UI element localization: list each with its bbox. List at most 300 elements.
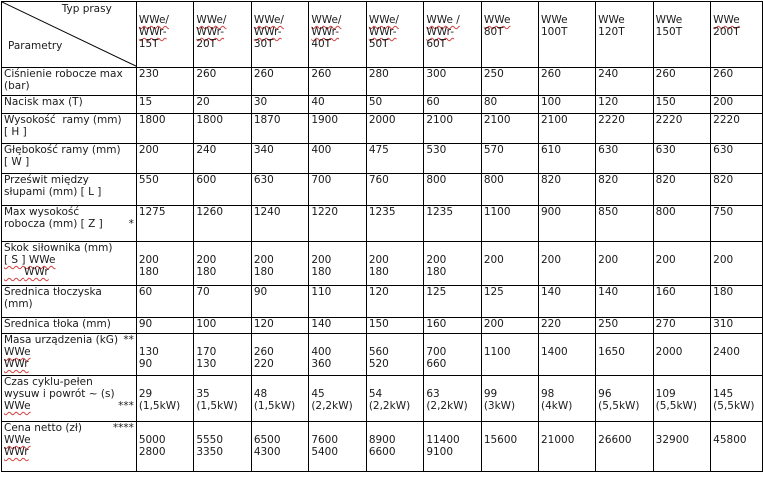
value-cell	[596, 242, 654, 286]
row-label-line: Prześwit między	[4, 174, 89, 186]
value-cell	[481, 242, 538, 286]
row-label-cell	[2, 242, 137, 286]
value-line: 150	[368, 318, 389, 330]
value-cell	[136, 68, 194, 96]
value-line: 630	[713, 144, 734, 156]
value-cell	[538, 318, 595, 334]
value-line: 760	[368, 174, 389, 186]
value-line: (2,2kW)	[426, 400, 468, 412]
value-line: 15600	[483, 434, 518, 446]
value-line: 570	[483, 144, 504, 156]
value-cell	[711, 174, 763, 206]
value-line: 145	[713, 388, 734, 400]
row-label-line: [ W ]	[4, 156, 30, 168]
value-cell	[596, 144, 654, 174]
value-cell	[653, 114, 711, 144]
value-cell	[366, 286, 424, 318]
value-line: 35	[196, 388, 210, 400]
value-cell	[653, 206, 711, 242]
value-line: 8900	[368, 434, 396, 446]
value-line: 32900	[655, 434, 690, 446]
value-cell	[481, 318, 538, 334]
value-line: 2220	[655, 114, 683, 126]
value-line: 100	[540, 96, 562, 108]
value-line: (5,5kW)	[713, 400, 755, 412]
value-cell	[309, 286, 367, 318]
value-line: 550	[138, 174, 159, 186]
value-cell	[251, 318, 309, 334]
row-label-line: Średnica tłoka (mm)	[4, 318, 111, 330]
value-line: 109	[655, 388, 676, 400]
value-line: (3kW)	[483, 400, 516, 412]
value-line: 2100	[540, 114, 568, 126]
value-line: 170	[196, 346, 217, 358]
value-line: 200	[196, 254, 217, 266]
value-line: 1800	[138, 114, 166, 126]
value-line: 200	[713, 96, 734, 108]
value-cell	[366, 318, 424, 334]
value-cell	[309, 376, 367, 422]
row-przeswit	[2, 174, 763, 206]
value-line: 200	[253, 254, 274, 266]
value-cell	[366, 206, 424, 242]
row-label-line: WWr	[4, 446, 29, 458]
model-header-50t: WWe/ WWr- 50T	[366, 2, 424, 68]
value-cell	[251, 376, 309, 422]
value-cell	[309, 422, 367, 472]
value-line: 130	[138, 346, 159, 358]
value-cell	[653, 96, 711, 114]
value-cell	[251, 334, 309, 376]
value-line: 200	[598, 254, 619, 266]
value-line: 820	[655, 174, 676, 186]
value-line: 250	[598, 318, 619, 330]
value-line: 2800	[138, 446, 166, 458]
value-cell	[538, 334, 595, 376]
value-cell	[596, 206, 654, 242]
value-line: 310	[713, 318, 734, 330]
model-header-80t: WWe 80T	[481, 2, 538, 68]
value-cell	[309, 242, 367, 286]
value-line: 1240	[253, 206, 281, 218]
value-cell	[481, 144, 538, 174]
value-cell	[481, 286, 538, 318]
value-line: 130	[196, 358, 217, 370]
value-cell	[366, 242, 424, 286]
row-label-cell	[2, 206, 137, 242]
row-label-cell	[2, 334, 137, 376]
value-line: 1100	[483, 206, 511, 218]
value-cell	[538, 68, 595, 96]
value-line: 110	[311, 286, 332, 298]
row-srednica-tloczyska	[2, 286, 763, 318]
value-line: 610	[540, 144, 562, 156]
value-line: 180	[426, 266, 447, 278]
value-cell	[136, 242, 194, 286]
value-cell	[481, 96, 538, 114]
row-czas-cyklu	[2, 376, 763, 422]
value-line: (5,5kW)	[655, 400, 698, 412]
header-row	[2, 2, 763, 68]
row-label-line: Czas cyklu-pełen	[4, 376, 93, 388]
value-cell	[424, 68, 482, 96]
value-line: 125	[483, 286, 504, 298]
value-cell	[538, 242, 595, 286]
specification-table	[1, 1, 763, 472]
value-line: 200	[138, 144, 159, 156]
value-line: 150	[655, 96, 676, 108]
value-line: 850	[598, 206, 619, 218]
value-cell	[481, 114, 538, 144]
row-label-line: Cena netto (zł)	[4, 422, 83, 434]
value-line: 820	[713, 174, 734, 186]
corner-header-cell	[2, 2, 137, 68]
value-line: 1235	[368, 206, 396, 218]
value-cell	[136, 144, 194, 174]
footnote-marker: ***	[118, 400, 134, 412]
footnote-marker: **	[123, 334, 134, 346]
value-line: 700	[311, 174, 332, 186]
footnote-marker: *	[128, 218, 134, 230]
row-label-line: [ S ] WWe	[4, 254, 56, 266]
model-header-200t: WWe 200T	[711, 2, 763, 68]
value-cell	[366, 376, 424, 422]
value-line: 900	[540, 206, 562, 218]
value-cell	[538, 206, 595, 242]
value-line: 800	[426, 174, 447, 186]
value-line: 63	[426, 388, 440, 400]
value-line: 600	[196, 174, 217, 186]
value-line: 360	[311, 358, 332, 370]
value-line: 80	[483, 96, 498, 108]
value-cell	[251, 286, 309, 318]
value-line: 30	[253, 96, 268, 108]
value-cell	[136, 96, 194, 114]
value-line: 475	[368, 144, 389, 156]
value-line: 200	[311, 254, 332, 266]
row-label-line: [ H ]	[4, 126, 27, 138]
value-line: 5550	[196, 434, 224, 446]
value-cell	[711, 206, 763, 242]
row-cena	[2, 422, 763, 472]
value-line: (2,2kW)	[368, 400, 411, 412]
model-header-100t: WWe 100T	[538, 2, 595, 68]
model-header-30t: WWe/ WWr- 30T	[251, 2, 309, 68]
row-label-line: Nacisk max (T)	[4, 96, 83, 108]
value-line: 820	[598, 174, 619, 186]
value-line: 180	[713, 286, 734, 298]
value-line: 90	[138, 318, 153, 330]
value-line: 2000	[368, 114, 396, 126]
value-cell	[653, 376, 711, 422]
value-cell	[538, 114, 595, 144]
value-cell	[481, 174, 538, 206]
value-line: 5400	[311, 446, 339, 458]
value-line: 100	[196, 318, 217, 330]
value-cell	[538, 286, 595, 318]
value-cell	[309, 96, 367, 114]
value-cell	[136, 318, 194, 334]
value-cell	[481, 376, 538, 422]
value-line: 2220	[713, 114, 740, 126]
value-cell	[309, 114, 367, 144]
model-header-20t: WWe/ WWr- 20T	[194, 2, 252, 68]
value-cell	[596, 318, 654, 334]
value-line: 250	[483, 68, 504, 80]
value-cell	[653, 334, 711, 376]
value-line: 530	[426, 144, 447, 156]
row-label-line: Ciśnienie robocze max	[4, 68, 123, 80]
row-masa	[2, 334, 763, 376]
value-cell	[711, 114, 763, 144]
value-line: 45	[311, 388, 325, 400]
value-line: 260	[540, 68, 562, 80]
value-cell	[481, 334, 538, 376]
value-cell	[136, 174, 194, 206]
value-line: 200	[713, 254, 734, 266]
value-line: 20	[196, 96, 210, 108]
row-label-line: Max wysokość	[4, 206, 80, 218]
model-header-40t: WWe/ WWr- 40T	[309, 2, 367, 68]
value-cell	[424, 286, 482, 318]
value-cell	[711, 242, 763, 286]
value-line: 7600	[311, 434, 339, 446]
value-cell	[194, 114, 252, 144]
value-cell	[596, 96, 654, 114]
value-line: 1650	[598, 346, 625, 358]
value-cell	[309, 144, 367, 174]
value-cell	[711, 376, 763, 422]
value-cell	[366, 114, 424, 144]
value-line: 5000	[138, 434, 166, 446]
row-label-line: Skok siłownika (mm)	[4, 242, 113, 254]
value-line: 21000	[540, 434, 575, 446]
value-cell	[653, 68, 711, 96]
value-cell	[251, 96, 309, 114]
row-wysokosc-ramy	[2, 114, 763, 144]
value-line: (2,2kW)	[311, 400, 353, 412]
value-line: (5,5kW)	[598, 400, 640, 412]
value-line: 2400	[713, 346, 740, 358]
value-line: 125	[426, 286, 447, 298]
value-line: 200	[540, 254, 562, 266]
value-line: (1,5kW)	[196, 400, 238, 412]
value-cell	[596, 174, 654, 206]
value-cell	[309, 334, 367, 376]
value-line: 45800	[713, 434, 747, 446]
row-max-wysokosc	[2, 206, 763, 242]
value-line: 270	[655, 318, 676, 330]
value-cell	[194, 318, 252, 334]
value-cell	[481, 68, 538, 96]
value-cell	[136, 206, 194, 242]
model-header-60t: WWe / WWr- 60T	[424, 2, 482, 68]
model-header-150t: WWe 150T	[653, 2, 711, 68]
value-cell	[424, 114, 482, 144]
value-line: 260	[655, 68, 676, 80]
value-line: 180	[368, 266, 389, 278]
value-cell	[194, 206, 252, 242]
value-line: 400	[311, 144, 332, 156]
value-cell	[251, 174, 309, 206]
value-line: 70	[196, 286, 210, 298]
row-label-line: wysuw i powrót ~ (s)	[4, 388, 115, 400]
row-label-cell	[2, 286, 137, 318]
value-line: 260	[196, 68, 217, 80]
value-line: 60	[138, 286, 153, 298]
value-line: 800	[483, 174, 504, 186]
value-line: 26600	[598, 434, 632, 446]
row-label-cell	[2, 376, 137, 422]
value-cell	[424, 334, 482, 376]
value-line: 240	[196, 144, 217, 156]
footnote-marker: ****	[112, 422, 134, 434]
value-cell	[538, 376, 595, 422]
value-line: 15	[138, 96, 153, 108]
value-cell	[309, 318, 367, 334]
value-cell	[424, 422, 482, 472]
value-cell	[711, 68, 763, 96]
value-cell	[653, 174, 711, 206]
value-line: 560	[368, 346, 389, 358]
value-line: 800	[655, 206, 676, 218]
value-cell	[136, 422, 194, 472]
value-cell	[481, 422, 538, 472]
value-line: 140	[540, 286, 562, 298]
value-cell	[596, 68, 654, 96]
value-line: 300	[426, 68, 447, 80]
value-line: 260	[713, 68, 734, 80]
value-line: 160	[655, 286, 676, 298]
value-line: 820	[540, 174, 562, 186]
row-label-line: (bar)	[4, 80, 30, 92]
value-cell	[653, 318, 711, 334]
value-cell	[366, 174, 424, 206]
value-cell	[251, 206, 309, 242]
value-cell	[424, 144, 482, 174]
value-line: 660	[426, 358, 447, 370]
row-label-line: Wysokość ramy (mm)	[4, 114, 122, 126]
value-line: 29	[138, 388, 153, 400]
value-line: 2100	[426, 114, 454, 126]
value-line: 96	[598, 388, 612, 400]
value-cell	[251, 422, 309, 472]
value-cell	[596, 376, 654, 422]
value-line: 1260	[196, 206, 224, 218]
value-line: 11400	[426, 434, 460, 446]
value-cell	[538, 144, 595, 174]
value-line: 90	[138, 358, 153, 370]
value-line: 160	[426, 318, 447, 330]
value-cell	[251, 242, 309, 286]
value-line: 180	[311, 266, 332, 278]
row-cisnienie	[2, 68, 763, 96]
value-cell	[711, 318, 763, 334]
row-label-line: Głębokość ramy (mm)	[4, 144, 121, 156]
value-cell	[366, 68, 424, 96]
value-cell	[309, 68, 367, 96]
value-line: 220	[253, 358, 274, 370]
value-cell	[136, 376, 194, 422]
value-line: 200	[426, 254, 447, 266]
value-line: 630	[655, 144, 676, 156]
value-line: 180	[196, 266, 217, 278]
value-line: 6600	[368, 446, 396, 458]
value-cell	[711, 144, 763, 174]
value-line: 260	[253, 68, 274, 80]
model-header-120t: WWe 120T	[596, 2, 654, 68]
value-cell	[596, 114, 654, 144]
value-cell	[194, 422, 252, 472]
value-line: 48	[253, 388, 268, 400]
value-line: (1,5kW)	[253, 400, 296, 412]
value-line: 520	[368, 358, 389, 370]
value-line: 6500	[253, 434, 281, 446]
model-header-15t: WWe/ WWr- 15T	[136, 2, 194, 68]
value-line: 4300	[253, 446, 281, 458]
value-cell	[538, 422, 595, 472]
row-label-cell	[2, 318, 137, 334]
row-label-line: WWe	[4, 400, 31, 412]
value-line: 120	[368, 286, 389, 298]
value-line: 200	[483, 254, 504, 266]
row-label-line: WWr	[4, 358, 29, 370]
value-cell	[424, 242, 482, 286]
value-cell	[424, 318, 482, 334]
value-line: 99	[483, 388, 498, 400]
value-line: 180	[138, 266, 159, 278]
value-line: 230	[138, 68, 159, 80]
row-label-line: Masa urządzenia (kG)	[4, 334, 119, 346]
value-line: 140	[311, 318, 332, 330]
value-cell	[653, 144, 711, 174]
value-line: 2100	[483, 114, 511, 126]
value-cell	[711, 286, 763, 318]
value-line: 1100	[483, 346, 511, 358]
value-cell	[194, 286, 252, 318]
value-line: 630	[598, 144, 619, 156]
value-line: 340	[253, 144, 274, 156]
value-line: 200	[655, 254, 676, 266]
value-cell	[653, 242, 711, 286]
value-cell	[481, 206, 538, 242]
value-cell	[596, 334, 654, 376]
value-cell	[711, 96, 763, 114]
value-line: 9100	[426, 446, 454, 458]
value-line: 140	[598, 286, 619, 298]
value-line: 50	[368, 96, 383, 108]
row-label-line: robocza (mm) [ Z ]	[4, 218, 103, 230]
value-cell	[194, 174, 252, 206]
value-line: 1870	[253, 114, 281, 126]
value-cell	[424, 376, 482, 422]
value-cell	[711, 334, 763, 376]
value-cell	[596, 286, 654, 318]
value-line: 630	[253, 174, 274, 186]
value-line: 54	[368, 388, 383, 400]
row-label-line: WWr	[4, 266, 49, 278]
value-cell	[424, 174, 482, 206]
value-line: 1400	[540, 346, 568, 358]
value-line: 1900	[311, 114, 339, 126]
row-nacisk	[2, 96, 763, 114]
value-line: 1275	[138, 206, 166, 218]
value-cell	[538, 96, 595, 114]
value-cell	[366, 96, 424, 114]
value-line: 120	[253, 318, 274, 330]
row-glebokosc-ramy	[2, 144, 763, 174]
value-line: 200	[138, 254, 159, 266]
